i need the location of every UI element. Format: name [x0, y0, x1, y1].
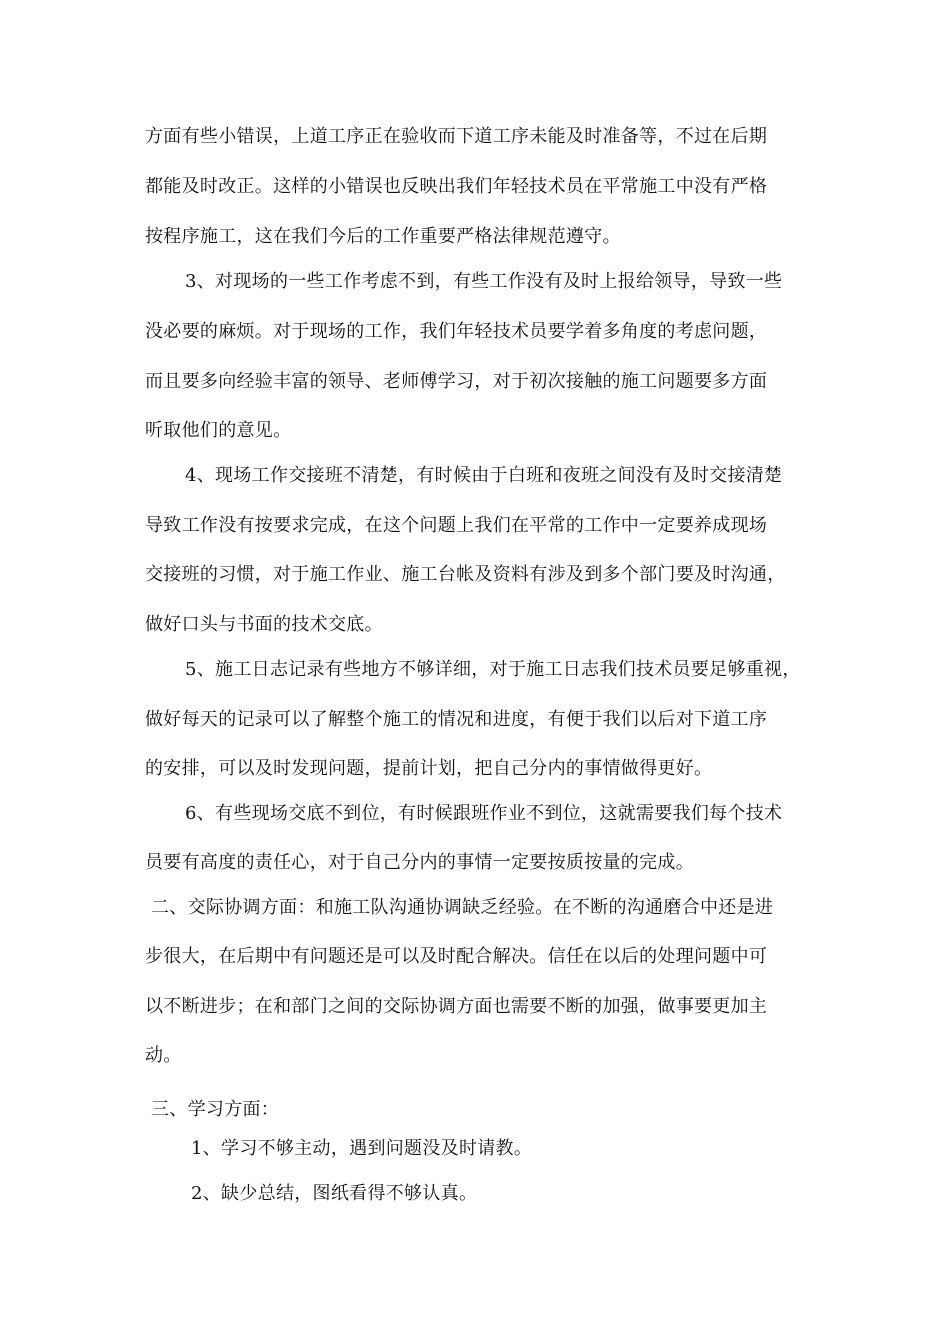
paragraph-line: 5、施工日志记录有些地方不够详细，对于施工日志我们技术员要足够重视，: [185, 659, 801, 680]
paragraph-line: 交接班的习惯，对于施工作业、施工台帐及资料有涉及到多个部门要及时沟通，: [145, 564, 786, 585]
paragraph-line: 方面有些小错误，上道工序正在验收而下道工序未能及时准备等，不过在后期: [145, 126, 768, 147]
paragraph-line: 的安排，可以及时发现问题，提前计划，把自己分内的事情做得更好。: [145, 758, 713, 779]
paragraph-line: 没必要的麻烦。对于现场的工作，我们年轻技术员要学着多角度的考虑问题，: [145, 321, 768, 342]
paragraph-line: 步很大，在后期中有问题还是可以及时配合解决。信任在以后的处理问题中可: [145, 946, 768, 967]
paragraph-line: 做好口头与书面的技术交底。: [145, 614, 383, 635]
paragraph-line: 听取他们的意见。: [145, 420, 292, 441]
paragraph-line: 按程序施工，这在我们今后的工作重要严格法律规范遵守。: [145, 226, 621, 247]
paragraph-line: 都能及时改正。这样的小错误也反映出我们年轻技术员在平常施工中没有严格: [145, 176, 768, 197]
list-item: 1、学习不够主动，遇到问题没及时请教。: [191, 1138, 533, 1159]
paragraph-line: 动。: [145, 1045, 182, 1066]
paragraph-line: 而且要多向经验丰富的领导、老师傅学习，对于初次接触的施工问题要多方面: [145, 371, 768, 392]
paragraph-line: 6、有些现场交底不到位，有时候跟班作业不到位，这就需要我们每个技术: [185, 803, 783, 824]
list-item: 2、缺少总结，图纸看得不够认真。: [191, 1183, 478, 1204]
paragraph-line: 以不断进步；在和部门之间的交际协调方面也需要不断的加强，做事要更加主: [145, 996, 768, 1017]
paragraph-line: 导致工作没有按要求完成，在这个问题上我们在平常的工作中一定要养成现场: [145, 515, 768, 536]
section-heading-line: 二、交际协调方面：和施工队沟通协调缺乏经验。在不断的沟通磨合中还是进: [151, 897, 774, 918]
paragraph-line: 员要有高度的责任心，对于自己分内的事情一定要按质按量的完成。: [145, 852, 694, 873]
section-heading-line: 三、学习方面：: [151, 1099, 280, 1120]
paragraph-line: 4、现场工作交接班不清楚，有时候由于白班和夜班之间没有及时交接清楚: [185, 465, 783, 486]
paragraph-line: 做好每天的记录可以了解整个施工的情况和进度，有便于我们以后对下道工序: [145, 709, 768, 730]
paragraph-line: 3、对现场的一些工作考虑不到，有些工作没有及时上报给领导，导致一些: [185, 271, 783, 292]
